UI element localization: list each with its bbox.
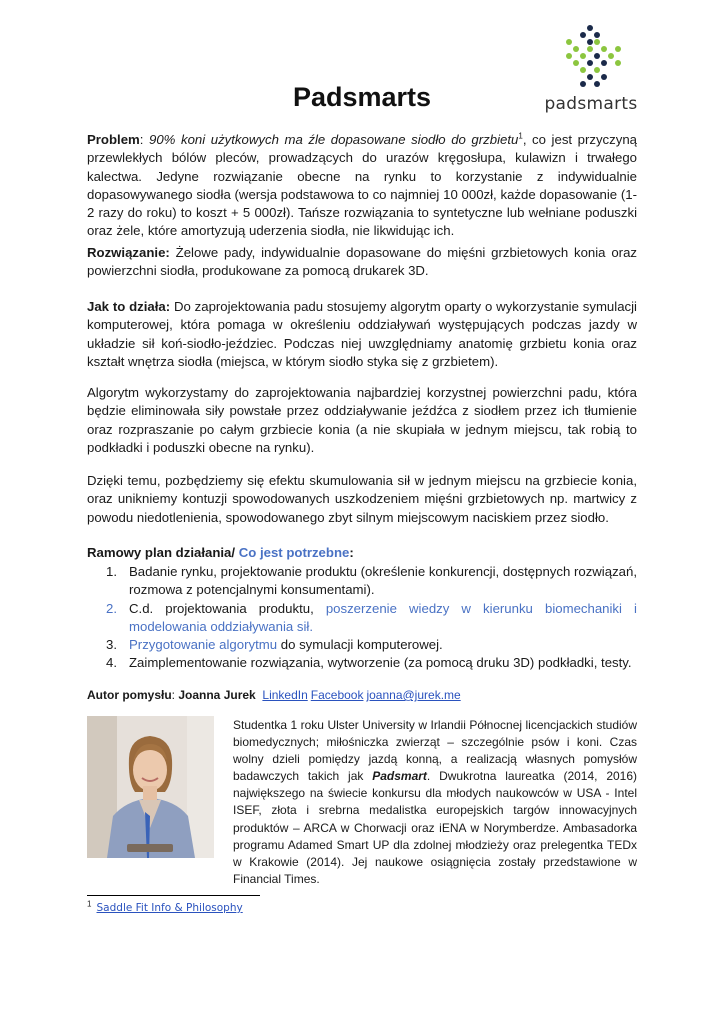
problem-label: Problem — [87, 132, 140, 147]
plan-item-number: 2. — [106, 600, 117, 616]
plan-item-3 — [100, 636, 637, 654]
facebook-link[interactable]: Facebook — [310, 688, 364, 702]
benefits-paragraph: Dzięki temu, pozbędziemy się efektu skumulowania sił w jednym miejscu na grzbiecie konia, oraz unikniemy kontuzji spowodowanych uszkodzeniem mięśni grzbietowych np. martwicy z powodu niedotlenienia, spowodowanego zbyt silnym miejscowym naciskiem przez siodło. — [87, 473, 637, 525]
problem-text: , co jest przyczyną przewlekłych bólów pleców, prowadzących do urazów kręgosłupa, kulawizn i trwałego kalectwa. Jedyne rozwiązanie obecne na rynku to korzystanie z indywidualnie dopasowywanego siodła (wersja podstawowa to co najmniej 10 000zł, każde dopasowanie (1-2 razy do roku) to koszt + 5 000zł). Tańsze rozwiązania to syntetyczne lub wełniane poduszki oraz żele, które amortyzują uderzenia siodła, nie likwidując ich. — [87, 132, 638, 239]
how-it-works-text: Do zaprojektowania padu stosujemy algorytm oparty o wykorzystanie symulacji komputerowej, która pomaga w określeniu oddziaływań występujących podczas jazdy w układzie sił koń-siodło-jeździec. Podczas niej uwzględniamy anatomię grzbietu konia oraz kształt wnętrza siodła (miejsca, w którym siodło styka się z grzbietem). — [87, 299, 637, 369]
plan-item-needs: poszerzenie wiedzy w kierunku biomechaniki i modelowania oddziaływania sił. — [129, 600, 637, 634]
plan-item-text: Zaimplementowanie rozwiązania, wytworzenie (za pomocą druku 3D) podkładki, testy. — [129, 655, 632, 671]
plan-item-4 — [100, 654, 637, 672]
plan-item-text: do symulacji komputerowej. — [277, 637, 443, 653]
plan-item-text: C.d. projektowania produktu, — [129, 600, 326, 616]
solution-label: Rozwiązanie: — [87, 245, 170, 260]
bio-text: . Dwukrotna laureatka (2014, 2016) największego na świecie konkursu dla młodych naukowców w USA - Intel ISEF, złota i srebrna medalistka europejskich targów innowacyjnych produktów – ARCA w Chorwacji oraz iENA w Norymberdze. Ambasadorka programu Adamed Smart UP dla zdolnej młodzieży oraz prelegentka TEDx w Krakowie (2014). Jej naukowe osiągnięcia zostały przedstawione w Financial Times. — [233, 769, 638, 886]
padsmarts-logo-icon — [561, 24, 623, 90]
footnote — [87, 899, 243, 914]
footnote-ref[interactable]: 1 — [518, 131, 523, 141]
logo-wordmark: padsmarts — [544, 94, 638, 114]
linkedin-link[interactable]: LinkedIn — [262, 688, 308, 702]
problem-claim: 90% koni użytkowych ma źle dopasowane siodło do grzbietu — [149, 132, 519, 147]
page-title: Padsmarts — [292, 82, 432, 112]
problem-colon: : — [139, 132, 150, 147]
plan-heading-needs: Co jest potrzebne — [238, 545, 350, 560]
footnote-number: 1 — [87, 899, 92, 909]
plan-item-needs: Przygotowanie algorytmu — [129, 637, 278, 653]
solution-paragraph — [87, 244, 637, 281]
plan-heading — [87, 545, 354, 560]
solution-text: Żelowe pady, indywidualnie dopasowane do mięśni grzbietowych konia oraz powierzchni siodła, produkowane za pomocą drukarek 3D. — [87, 245, 637, 279]
bio-brand: Padsmart — [372, 769, 427, 784]
plan-item-number: 3. — [106, 637, 117, 653]
plan-item-1 — [100, 563, 637, 600]
author-colon: : — [171, 688, 179, 702]
algorithm-paragraph: Algorytm wykorzystamy do zaprojektowania najbardziej korzystnej powierzchni padu, która będzie eliminowała siły powstałe przez oddziaływanie jeźdźca z siodłem przez ich tłumienie oraz rozpraszanie po całym grzbiecie konia (a nie skupiała w jednym miejscu, tak robią to podkładki i poduszki obecne na rynku). — [87, 385, 637, 455]
plan-item-text: Badanie rynku, projektowanie produktu (określenie konkurencji, dostępnych rozwiązań, rozmowa z potencjalnymi konsumentami). — [129, 564, 638, 598]
how-it-works-label: Jak to działa: — [87, 299, 171, 314]
plan-item-number: 1. — [106, 564, 117, 579]
author-label: Autor pomysłu — [87, 688, 172, 702]
plan-heading-text: Ramowy plan działania/ — [87, 545, 236, 560]
plan-item-number: 4. — [106, 655, 117, 671]
plan-item-2 — [100, 600, 637, 637]
author-photo — [87, 716, 214, 858]
author-line — [87, 688, 464, 702]
plan-list — [100, 563, 637, 673]
plan-heading-colon: : — [349, 545, 354, 560]
email-link[interactable]: joanna@jurek.me — [366, 688, 461, 702]
footnote-link[interactable]: Saddle Fit Info & Philosophy — [96, 902, 243, 914]
bio-text: Studentka 1 roku Ulster University w Irlandii Północnej licencjackich studiów biomedycznych; miłośniczka zwierząt – szczególnie psów i koni. Czas wolny dzieli pomiędzy jazdą konną, a realizacją własnych pomysłów badawczych takich jak — [233, 718, 637, 784]
author-bio — [233, 717, 637, 888]
footnote-divider — [87, 895, 260, 896]
problem-paragraph — [87, 131, 637, 241]
author-name: Joanna Jurek — [178, 688, 256, 702]
how-it-works-paragraph — [87, 298, 637, 371]
